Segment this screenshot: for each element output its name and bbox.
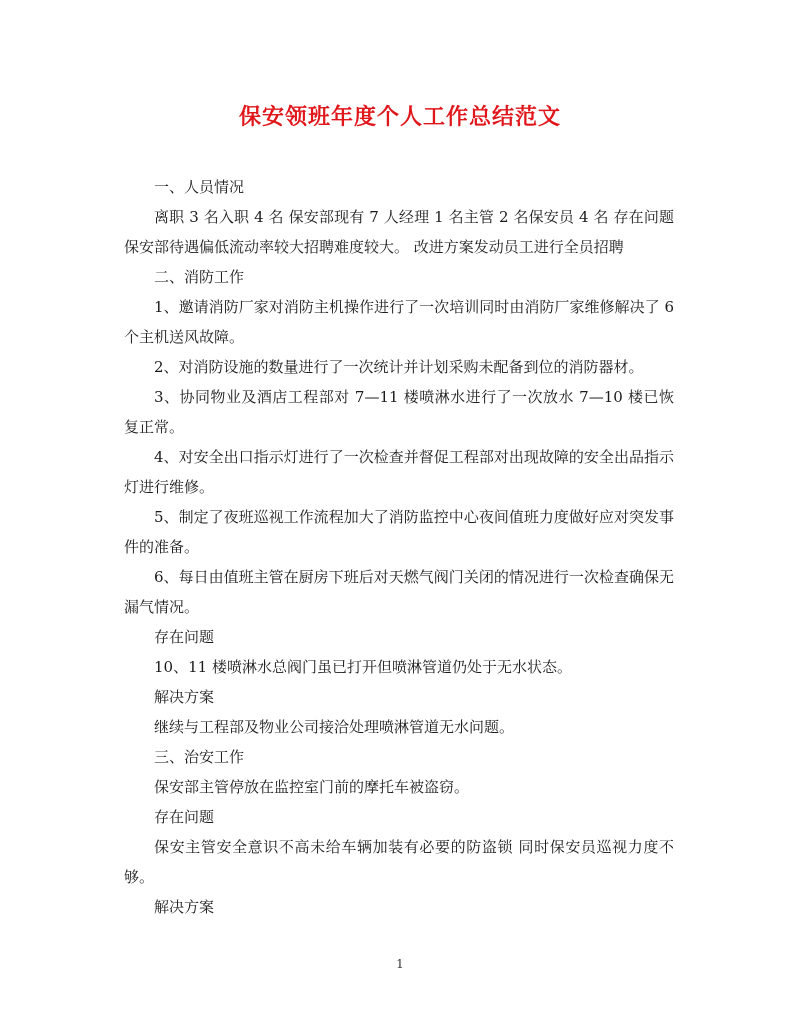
paragraph-problem-heading: 存在问题 bbox=[154, 628, 215, 646]
paragraph-section-3-heading: 三、治安工作 bbox=[154, 748, 245, 766]
paragraph-staffing: 离职 3 名入职 4 名 保安部现有 7 人经理 1 名主管 2 名保安员 4 名 存在问题 保安部待遇偏低流动率较大招聘难度较大。 改进方案发动员工进行全员招聘 bbox=[124, 208, 674, 256]
paragraph-fire-item-2: 2、对消防设施的数量进行了一次统计并计划采购未配备到位的消防器材。 bbox=[154, 358, 644, 376]
paragraph-fire-item-5: 5、制定了夜班巡视工作流程加大了消防监控中心夜间值班力度做好应对突发事件的准备。 bbox=[124, 508, 674, 556]
paragraph-solution-heading-2: 解决方案 bbox=[154, 898, 215, 916]
document-title: 保安领班年度个人工作总结范文 bbox=[238, 104, 561, 130]
document-body bbox=[124, 172, 674, 922]
paragraph-fire-item-4: 4、对安全出口指示灯进行了一次检查并督促工程部对出现故障的安全出品指示灯进行维修。 bbox=[124, 448, 674, 496]
paragraph-fire-item-3: 3、协同物业及酒店工程部对 7—11 楼喷淋水进行了一次放水 7—10 楼已恢复正常。 bbox=[124, 388, 674, 436]
paragraph-fire-item-6: 6、每日由值班主管在厨房下班后对天燃气阀门关闭的情况进行一次检查确保无漏气情况。 bbox=[124, 568, 674, 616]
paragraph-section-1-heading: 一、人员情况 bbox=[154, 178, 245, 196]
paragraph-security-incident: 保安部主管停放在监控室门前的摩托车被盗窃。 bbox=[154, 778, 470, 796]
paragraph-section-2-heading: 二、消防工作 bbox=[154, 268, 245, 286]
paragraph-solution-heading: 解决方案 bbox=[154, 688, 215, 706]
paragraph-fire-item-1: 1、邀请消防厂家对消防主机操作进行了一次培训同时由消防厂家维修解决了 6 个主机送风故障。 bbox=[124, 298, 674, 346]
paragraph-solution-sprinkler: 继续与工程部及物业公司接洽处理喷淋管道无水问题。 bbox=[154, 718, 515, 736]
page-number: 1 bbox=[396, 957, 404, 971]
paragraph-problem-security: 保安主管安全意识不高未给车辆加装有必要的防盗锁 同时保安员巡视力度不够。 bbox=[124, 838, 674, 886]
paragraph-problem-sprinkler: 10、11 楼喷淋水总阀门虽已打开但喷淋管道仍处于无水状态。 bbox=[154, 658, 572, 676]
paragraph-problem-heading-2: 存在问题 bbox=[154, 808, 215, 826]
